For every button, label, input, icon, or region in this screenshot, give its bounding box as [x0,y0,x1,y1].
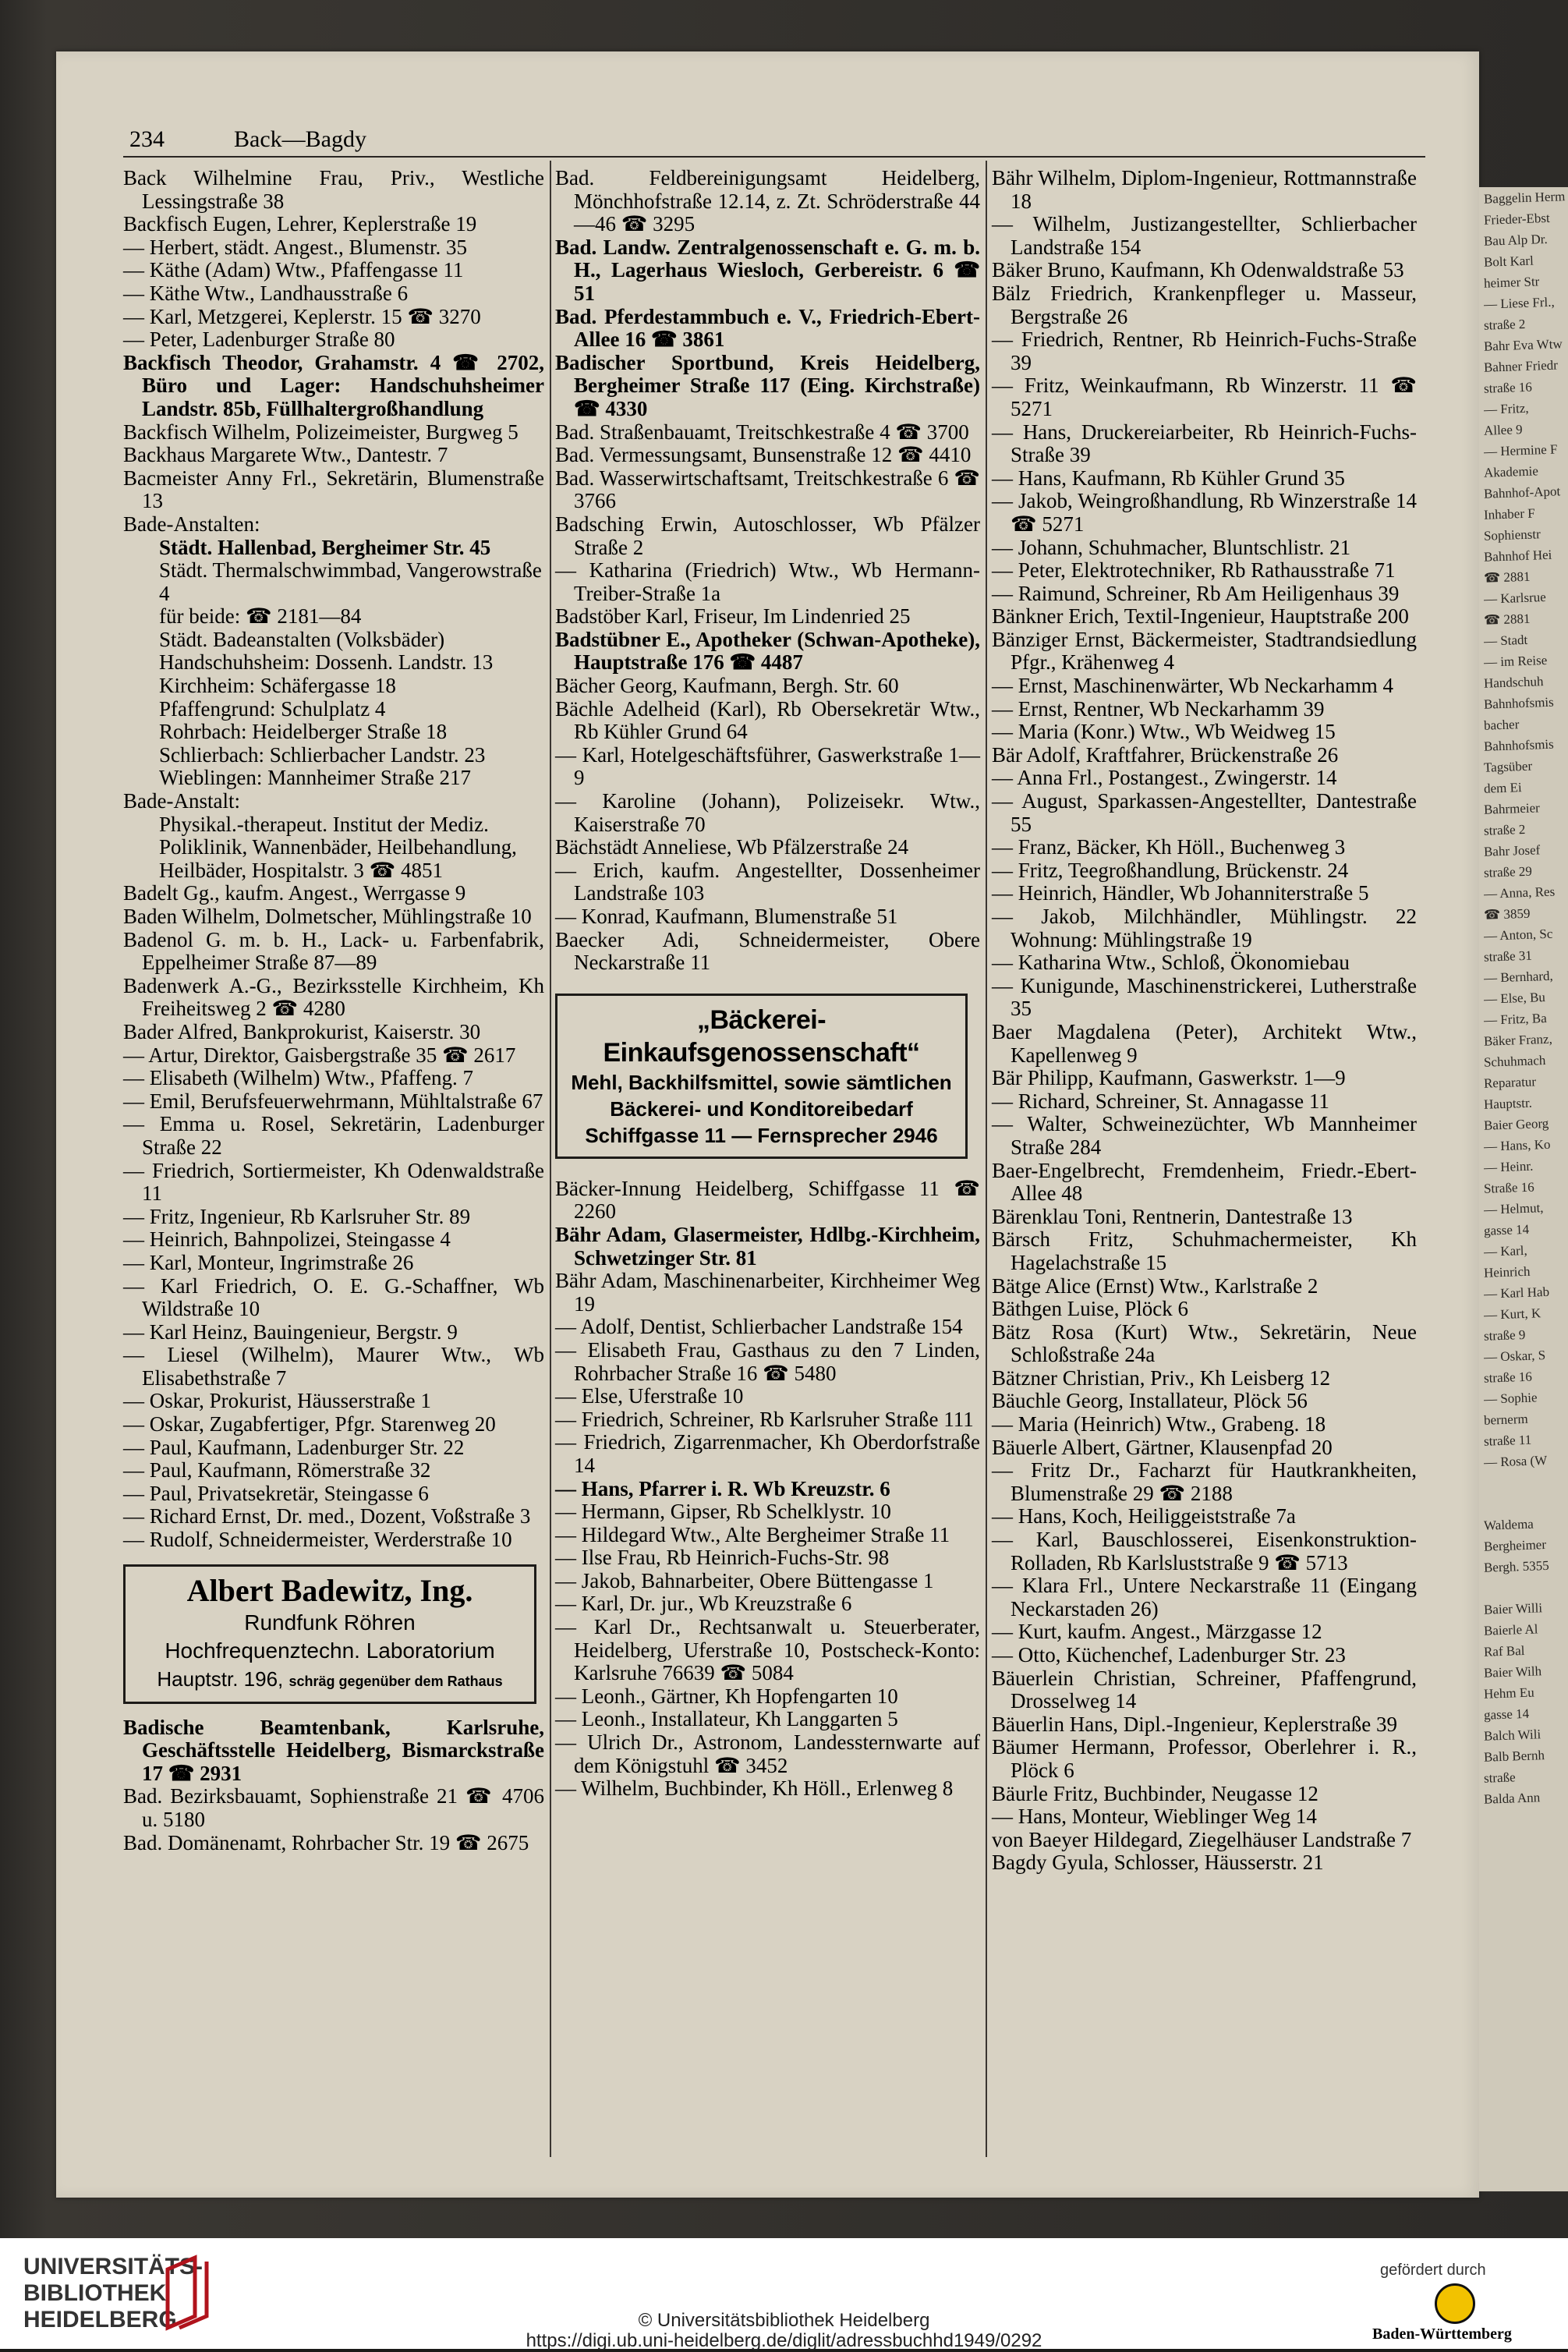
directory-entry: Bätge Alice (Ernst) Wtw., Karlstraße 2 [992,1273,1318,1298]
directory-entry: Wieblingen: Mannheimer Straße 217 [159,766,472,790]
directory-entry: — Wilhelm, Buchbinder, Kh Höll., Erlenweg 8 [555,1776,954,1801]
directory-entry: — Käthe Wtw., Landhausstraße 6 [123,281,409,305]
directory-entry: — August, Sparkassen-Angestellter, Dantestraße 55 [992,789,1417,836]
directory-entry: — Ulrich Dr., Astronom, Landessternwarte auf dem Königstuhl ☎ 3452 [555,1730,980,1777]
column-1 [123,167,544,1854]
directory-entry: Bäuchle Georg, Installateur, Plöck 56 [992,1389,1308,1413]
directory-entry: Bad. Straßenbauamt, Treitschkestraße 4 ☎ 3700 [555,420,969,444]
directory-entry: Bäumer Hermann, Professor, Oberlehrer i. R., Plöck 6 [992,1735,1417,1782]
directory-entry: — Ernst, Rentner, Wb Neckarhamm 39 [992,696,1325,721]
directory-entry: Badenwerk A.-G., Bezirksstelle Kirchheim, Kh Freiheitsweg 2 ☎ 4280 [123,973,544,1021]
directory-entry: — Leonh., Installateur, Kh Langgarten 5 [555,1707,898,1731]
directory-entry: Badstöber Karl, Friseur, Im Lindenried 25 [555,604,911,629]
directory-entry: — Rudolf, Schneidermeister, Werderstraße 10 [123,1528,512,1552]
directory-entry: Backfisch Wilhelm, Polizeimeister, Burgweg 5 [123,420,519,444]
directory-entry: Bäker Bruno, Kaufmann, Kh Odenwaldstraße 53 [992,258,1404,282]
directory-entry: — Fritz, Weinkaufmann, Rb Winzerstr. 11 ☎ 5271 [992,374,1417,420]
header-rule [123,156,1425,158]
directory-entry: Badischer Sportbund, Kreis Heidelberg, Bergheimer Straße 117 (Eing. Kirchstraße) ☎ 4330 [555,350,980,420]
directory-entry: — Walter, Schweinezüchter, Wb Mannheimer Straße 284 [992,1112,1417,1159]
directory-entry: — Erich, kaufm. Angestellter, Dossenheimer Landstraße 103 [555,858,980,905]
directory-entry: — Jakob, Bahnarbeiter, Obere Büttengasse 1 [555,1568,934,1592]
directory-entry: — Else, Uferstraße 10 [555,1384,744,1408]
directory-entry: Bär Philipp, Kaufmann, Gaswerkstr. 1—9 [992,1066,1346,1090]
directory-entry: — Anna Frl., Postangest., Zwingerstr. 14 [992,766,1337,790]
directory-entry: Bad. Wasserwirtschaftsamt, Treitschkestraße 6 ☎ 3766 [555,466,980,513]
directory-entry: — Elisabeth Frau, Gasthaus zu den 7 Linden, Rohrbacher Straße 16 ☎ 5480 [555,1337,980,1385]
directory-entry: — Jakob, Weingroßhandlung, Rb Winzerstraße 14 ☎ 5271 [992,489,1417,536]
directory-entry: von Baeyer Hildegard, Ziegelhäuser Landstraße 7 [992,1827,1412,1851]
column-divider [986,161,987,2157]
directory-entry: Bad. Pferdestammbuch e. V., Friedrich-Ebert-Allee 16 ☎ 3861 [555,304,980,352]
directory-entry: — Karl, Dr. jur., Wb Kreuzstraße 6 [555,1592,852,1616]
directory-entry: — Richard, Schreiner, St. Annagasse 11 [992,1089,1329,1113]
directory-entry: — Emil, Berufsfeuerwehrmann, Mühltalstraße 67 [123,1089,543,1113]
directory-entry: Bad. Vermessungsamt, Bunsenstraße 12 ☎ 4410 [555,443,972,467]
directory-entry: — Artur, Direktor, Gaisbergstraße 35 ☎ 2617 [123,1043,516,1067]
directory-entry: Bad. Landw. Zentralgenossenschaft e. G. m. b. H., Lagerhaus Wiesloch, Gerbereistr. 6 ☎ 51 [555,235,980,305]
directory-entry: Bänkner Erich, Textil-Ingenieur, Hauptstraße 200 [992,604,1409,629]
directory-entry: Bader Alfred, Bankprokurist, Kaiserstr. 30 [123,1019,481,1043]
page-number: 234 [129,126,165,152]
ad-line: Bäckerei- und Konditoreibedarf [610,1096,913,1121]
directory-entry: — Richard Ernst, Dr. med., Dozent, Voßstraße 3 [123,1504,531,1528]
directory-entry: — Fritz, Ingenieur, Rb Karlsruher Str. 89 [123,1204,471,1228]
ad-line: Hochfrequenztechn. Laboratorium [165,1638,495,1663]
directory-entry: — Hermann, Gipser, Rb Schelklystr. 10 [555,1500,891,1524]
directory-entry: — Klara Frl., Untere Neckarstraße 11 (Eingang Neckarstaden 26) [992,1574,1417,1621]
directory-entry: — Herbert, städt. Angest., Blumenstr. 35 [123,235,467,259]
directory-entry: — Oskar, Zugabfertiger, Pfgr. Starenweg 20 [123,1412,496,1436]
directory-entry: Schlierbach: Schlierbacher Landstr. 23 [159,742,486,767]
adjacent-page-edge: Baggelin Herm Frieder-Ebst Bau Alp Dr. Bolt Karl heimer Str — Liese Frl., straße 2 Bahr Eva Wtw Bahner Friedr straße 16 — Fritz, Allee 9 — Hermine F Akademie Bahnhof-Apot Inhaber F Sophienstr Bahnhof Hei ☎ 2881 — Karlsrue ☎ 2881 — Stadt — im Reise Handschuh Bahnhofsmis bacher Bahnhofsmis Tagsüber dem Ei Bahrmeier straße 2 Bahr Josef straße 29 — Anna, Res ☎ 3859 — Anton, Sc straße 31 — Bernhard, — Else, Bu — Fritz, Ba Bäker Franz, Schuhmach Reparatur Hauptstr. Baier Georg — Hans, Ko — Heinr. Straße 16 — Helmut, gasse 14 — Karl, Heinrich — Karl Hab — Kurt, K straße 9 — Oskar, S straße 16 — Sophie bernerm straße 11 — Rosa (W Waldema Bergheimer Bergh. 5355 Baier Willi Baierle Al Raf Bal Baier Wilh Hehm Eu gasse 14 Balch Wili Balb Bernh straße Balda Ann [1479,187,1568,2191]
copyright: © Universitätsbibliothek Heidelberg [638,2310,930,2331]
directory-entry: — Friedrich, Schreiner, Rb Karlsruher Straße 111 [555,1407,974,1431]
funded-by-label: gefördert durch [1380,2262,1486,2279]
directory-entry: Badische Beamtenbank, Karlsruhe, Geschäftsstelle Heidelberg, Bismarckstraße 17 ☎ 2931 [123,1715,544,1785]
directory-entry: — Wilhelm, Justizangestellter, Schlierbacher Landstraße 154 [992,212,1417,259]
directory-entry: Backhaus Margarete Wtw., Dantestr. 7 [123,443,448,467]
directory-entry: — Friedrich, Sortiermeister, Kh Odenwaldstraße 11 [123,1158,544,1206]
directory-entry: Bächle Adelheid (Karl), Rb Obersekretär Wtw., Rb Kühler Grund 64 [555,696,980,744]
directory-entry: — Franz, Bäcker, Kh Höll., Buchenweg 3 [992,835,1346,859]
directory-entry: Bächer Georg, Kaufmann, Bergh. Str. 60 [555,674,899,698]
directory-entry: Back Wilhelmine Frau, Priv., Westliche Lessingstraße 38 [123,166,544,213]
directory-entry: Bälz Friedrich, Krankenpfleger u. Masseur, Bergstraße 26 [992,281,1417,328]
directory-entry: Badenol G. m. b. H., Lack- u. Farbenfabrik, Eppelheimer Straße 87—89 [123,927,544,975]
directory-entry: Bähr Adam, Maschinenarbeiter, Kirchheimer Weg 19 [555,1269,980,1316]
ad-title: Albert Badewitz, Ing. [186,1572,473,1608]
source-url[interactable]: https://digi.ub.uni-heidelberg.de/diglit/adressbuchhd1949/0292 [526,2330,1042,2351]
directory-entry: — Hans, Kaufmann, Rb Kühler Grund 35 [992,466,1345,490]
directory-entry: — Karl, Hotelgeschäftsführer, Gaswerkstraße 1—9 [555,742,980,790]
directory-entry: Bähr Adam, Glasermeister, Hdlbg.-Kirchheim, Schwetzinger Str. 81 [555,1222,980,1270]
directory-entry: — Karoline (Johann), Polizeisekr. Wtw., Kaiserstraße 70 [555,789,980,836]
ad-line: Rundfunk Röhren [244,1610,416,1635]
directory-entry: Bäuerle Albert, Gärtner, Klausenpfad 20 [992,1435,1333,1459]
directory-entry: — Maria (Konr.) Wtw., Wb Weidweg 15 [992,720,1336,744]
column-divider [550,161,551,2157]
directory-entry: Bade-Anstalten: [123,512,260,536]
directory-entry: Physikal.-therapeut. Institut der Mediz. Poliklinik, Wannenbäder, Heilbehandlung, Heilbäder, Hospitalstr. 3 ☎ 4851 [159,812,517,882]
directory-entry: — Heinrich, Bahnpolizei, Steingasse 4 [123,1227,451,1252]
directory-entry: Badsching Erwin, Autoschlosser, Wb Pfälzer Straße 2 [555,512,980,559]
directory-entry: Badelt Gg., kaufm. Angest., Werrgasse 9 [123,881,466,905]
directory-entry: Bärenklau Toni, Rentnerin, Dantestraße 13 [992,1204,1353,1228]
funder-name: Baden-Württemberg [1372,2325,1512,2343]
directory-entry: Bärsch Fritz, Schuhmachermeister, Kh Hagelachstraße 15 [992,1227,1417,1274]
column-2 [555,167,980,1801]
directory-entry: Bäthgen Luise, Plöck 6 [992,1297,1188,1321]
directory-entry: Bade-Anstalt: [123,789,240,813]
directory-entry: — Konrad, Kaufmann, Blumenstraße 51 [555,905,898,928]
directory-entry: — Hans, Koch, Heiliggeiststraße 7a [992,1504,1296,1528]
directory-entry: — Raimund, Schreiner, Rb Am Heiligenhaus 39 [992,581,1400,605]
directory-entry: Städt. Thermalschwimmbad, Vangerowstraße 4 [159,558,542,605]
directory-entry: Rohrbach: Heidelberger Straße 18 [159,720,448,744]
directory-entry: Backfisch Eugen, Lehrer, Keplerstraße 19 [123,212,477,236]
directory-entry: — Karl, Metzgerei, Keplerstr. 15 ☎ 3270 [123,304,481,328]
directory-entry: — Paul, Kaufmann, Ladenburger Str. 22 [123,1435,465,1459]
directory-entry: — Karl Friedrich, O. E. G.-Schaffner, Wb Wildstraße 10 [123,1273,544,1321]
directory-entry: — Ernst, Maschinenwärter, Wb Neckarhamm 4 [992,674,1394,698]
page-header [72,78,1413,152]
directory-entry: Handschuhsheim: Dossenh. Landstr. 13 [159,650,494,675]
directory-entry: — Adolf, Dentist, Schlierbacher Landstraße 154 [555,1315,963,1339]
ad-line: Mehl, Backhilfsmittel, sowie sämtlichen [571,1070,952,1094]
column-3 [992,167,1417,1875]
directory-entry: Bähr Wilhelm, Diplom-Ingenieur, Rottmannstraße 18 [992,166,1417,213]
directory-entry: — Friedrich, Zigarrenmacher, Kh Oberdorfstraße 14 [555,1430,980,1477]
directory-entry: Kirchheim: Schäfergasse 18 [159,674,396,698]
directory-entry: — Otto, Küchenchef, Ladenburger Str. 23 [992,1643,1346,1667]
directory-entry: Badstübner E., Apotheker (Schwan-Apotheke), Hauptstraße 176 ☎ 4487 [555,627,980,675]
directory-entry: — Jakob, Milchhändler, Mühlingstr. 22 Wohnung: Mühlingstraße 19 [992,905,1417,951]
directory-entry: — Hildegard Wtw., Alte Bergheimer Straße 11 [555,1522,950,1546]
directory-entry: Bagdy Gyula, Schlosser, Häusserstr. 21 [992,1851,1324,1875]
directory-entry: Bänziger Ernst, Bäckermeister, Stadtrandsiedlung Pfgr., Krähenweg 4 [992,627,1417,675]
directory-entry: — Maria (Heinrich) Wtw., Grabeng. 18 [992,1412,1326,1436]
ad-baeckerei-einkaufsgenossenschaft [555,994,968,1159]
directory-entry: Bätz Rosa (Kurt) Wtw., Sekretärin, Neue Schloßstraße 24a [992,1319,1417,1367]
directory-entry: Baecker Adi, Schneidermeister, Obere Neckarstraße 11 [555,927,980,975]
directory-entry: Baer Magdalena (Peter), Architekt Wtw., Kapellenweg 9 [992,1019,1417,1067]
directory-entry: — Oskar, Prokurist, Häusserstraße 1 [123,1389,431,1413]
directory-entry: — Friedrich, Rentner, Rb Heinrich-Fuchs-Straße 39 [992,328,1417,374]
directory-entry: — Kunigunde, Maschinenstrickerei, Lutherstraße 35 [992,973,1417,1021]
directory-entry: — Kurt, kaufm. Angest., Märzgasse 12 [992,1620,1322,1644]
ad-title: „Bäckerei-Einkaufsgenossenschaft“ [603,1004,920,1068]
directory-entry: Baer-Engelbrecht, Fremdenheim, Friedr.-Ebert-Allee 48 [992,1158,1417,1206]
directory-entry: — Johann, Schuhmacher, Bluntschlistr. 21 [992,535,1351,559]
running-head: Back—Bagdy [234,126,366,152]
directory-entry: — Elisabeth (Wilhelm) Wtw., Pfaffeng. 7 [123,1066,474,1090]
directory-entry: — Hans, Pfarrer i. R. Wb Kreuzstr. 6 [555,1476,890,1500]
directory-entry: — Karl, Bauschlosserei, Eisenkonstruktion-Rolladen, Rb Karlsluststraße 9 ☎ 5713 [992,1528,1417,1574]
directory-entry: — Käthe (Adam) Wtw., Pfaffengasse 11 [123,258,464,282]
directory-entry: Pfaffengrund: Schulplatz 4 [159,696,386,721]
digitization-footer [0,2238,1568,2349]
directory-entry: — Karl Dr., Rechtsanwalt u. Steuerberater, Heidelberg, Uferstraße 10, Postscheck-Konto: Karlsruhe 76639 ☎ 5084 [555,1615,980,1685]
directory-entry: Städt. Hallenbad, Bergheimer Str. 45 [159,535,491,559]
directory-entry: — Karl Heinz, Bauingenieur, Bergstr. 9 [123,1319,458,1344]
directory-entry: Bad. Bezirksbauamt, Sophienstraße 21 ☎ 4706 u. 5180 [123,1784,544,1831]
directory-entry: Bäuerlein Christian, Schreiner, Pfaffengrund, Drosselweg 14 [992,1666,1417,1713]
directory-entry: Backfisch Theodor, Grahamstr. 4 ☎ 2702, Büro und Lager: Handschuhsheimer Landstr. 85b, Füllhaltergroßhandlung [123,350,544,420]
directory-entry: — Paul, Kaufmann, Römerstraße 32 [123,1458,431,1482]
directory-entry: Bad. Domänenamt, Rohrbacher Str. 19 ☎ 2675 [123,1830,529,1854]
directory-entry: Baden Wilhelm, Dolmetscher, Mühlingstraße 10 [123,905,532,928]
directory-entry: — Fritz Dr., Facharzt für Hautkrankheiten, Blumenstraße 29 ☎ 2188 [992,1458,1417,1505]
directory-entry: — Liesel (Wilhelm), Maurer Wtw., Wb Elisabethstraße 7 [123,1343,544,1390]
directory-entry: Bär Adolf, Kraftfahrer, Brückenstraße 26 [992,742,1339,767]
ad-albert-badewitz [123,1564,536,1704]
directory-entry: — Katharina Wtw., Schloß, Ökonomiebau [992,951,1350,975]
directory-entry: — Karl, Monteur, Ingrimstraße 26 [123,1250,414,1274]
directory-entry: — Peter, Elektrotechniker, Rb Rathausstraße 71 [992,558,1396,583]
directory-entry: — Katharina (Friedrich) Wtw., Wb Hermann-Treiber-Straße 1a [555,558,980,605]
directory-entry: — Ilse Frau, Rb Heinrich-Fuchs-Str. 98 [555,1546,890,1570]
directory-entry: Städt. Badeanstalten (Volksbäder) [159,627,445,651]
directory-entry: Bächstädt Anneliese, Wb Pfälzerstraße 24 [555,835,909,859]
directory-entry: — Hans, Druckereiarbeiter, Rb Heinrich-Fuchs-Straße 39 [992,420,1417,467]
directory-entry: Bätzner Christian, Priv., Kh Leisberg 12 [992,1366,1331,1390]
directory-entry: — Heinrich, Händler, Wb Johanniterstraße 5 [992,881,1369,905]
directory-entry: Bäuerlin Hans, Dipl.-Ingenieur, Keplerstraße 39 [992,1712,1398,1736]
directory-entry: — Peter, Ladenburger Straße 80 [123,328,395,352]
directory-entry: Bäurle Fritz, Buchbinder, Neugasse 12 [992,1781,1318,1805]
directory-entry: Bacmeister Anny Frl., Sekretärin, Blumenstraße 13 [123,466,544,513]
directory-entry: Bäcker-Innung Heidelberg, Schiffgasse 11 ☎ 2260 [555,1176,980,1224]
directory-entry: für beide: ☎ 2181—84 [159,604,362,629]
directory-entry: — Leonh., Gärtner, Kh Hopfengarten 10 [555,1684,898,1708]
directory-entry: — Paul, Privatsekretär, Steingasse 6 [123,1481,429,1505]
library-logo: UNIVERSITÄTS- BIBLIOTHEK HEIDELBERG [23,2254,204,2333]
ad-address: Hauptstr. 196, schräg gegenüber dem Rathaus [157,1667,503,1691]
directory-entry: — Hans, Monteur, Wieblinger Weg 14 [992,1805,1317,1829]
ad-address: Schiffgasse 11 — Fernsprecher 2946 [585,1123,938,1147]
directory-entry: — Emma u. Rosel, Sekretärin, Ladenburger Straße 22 [123,1112,544,1159]
directory-entry: — Fritz, Teegroßhandlung, Brückenstr. 24 [992,858,1349,882]
directory-entry: Bad. Feldbereinigungsamt Heidelberg, Mönchhofstraße 12.14, z. Zt. Schröderstraße 44—46 ☎ 3295 [555,166,980,236]
